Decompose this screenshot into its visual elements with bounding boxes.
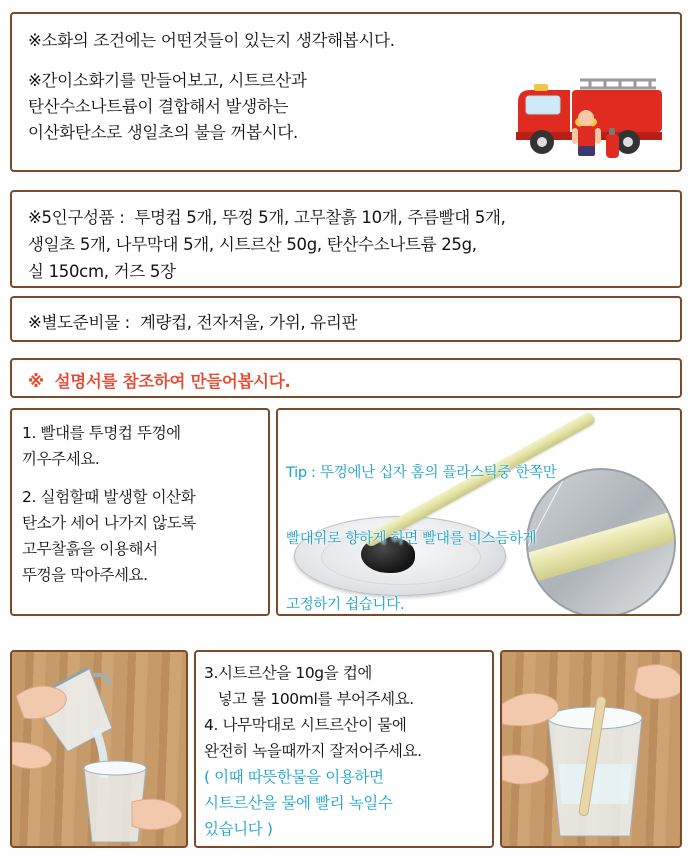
materials-line-1: ※5인구성품 : 투명컵 5개, 뚜껑 5개, 고무찰흙 10개, 주름빨대 5개, <box>28 208 506 227</box>
tip-line-2: 빨대위로 향하게 하면 빨대를 비스듬하게 <box>286 531 537 547</box>
pouring-water-photo <box>10 650 188 848</box>
step1-line-6: 뚜껑을 막아주세요. <box>22 566 148 584</box>
goal-line-2: ※간이소화기를 만들어보고, 시트르산과 <box>28 71 307 90</box>
learning-goal-box <box>10 12 682 172</box>
bottom-line-4: 완전히 녹을때까지 잘저어주세요. <box>204 742 422 760</box>
step1-line-1: 1. 빨대를 투명컵 뚜껑에 <box>22 424 181 442</box>
tip-line-3: 고정하기 쉽습니다. <box>286 597 405 613</box>
tip-photo-box <box>276 408 682 616</box>
extra-materials-box <box>10 296 682 342</box>
bottom-note-line-1: ( 이때 따뜻한물을 이용하면 <box>204 768 384 786</box>
tip-line-1: Tip : 뚜껑에난 십자 홈의 플라스틱중 한쪽만 <box>286 465 557 481</box>
extra-materials-line: ※별도준비물 : 계량컵, 전자저울, 가위, 유리판 <box>28 313 358 332</box>
bottom-note-line-3: 있습니다 ) <box>204 820 273 838</box>
step1-line-4: 탄소가 세어 나가지 않도록 <box>22 514 196 532</box>
step1-spacer <box>22 472 260 484</box>
bottom-line-3: 4. 나무막대로 시트르산이 물에 <box>204 716 407 734</box>
step1-line-3: 2. 실험할때 발생할 이산화 <box>22 488 196 506</box>
goal-line-3: 탄산수소나트륨이 결합해서 발생하는 <box>28 97 289 116</box>
tip-text <box>286 418 557 616</box>
goal-line-1: ※소화의 조건에는 어떤것들이 있는지 생각해봅시다. <box>28 31 395 50</box>
bottom-note-line-2: 시트르산을 물에 빨리 녹일수 <box>204 794 393 812</box>
step1-line-5: 고무찰흙을 이용해서 <box>22 540 158 558</box>
goal-line-4: 이산화탄소로 생일초의 불을 꺼봅시다. <box>28 123 299 142</box>
pouring-illustration <box>12 652 188 848</box>
stirring-illustration <box>502 652 682 848</box>
instruction-header-text: ※ 설명서를 참조하여 만들어봅시다. <box>28 372 291 391</box>
bottom-line-1: 3.시트르산을 10g을 컵에 <box>204 664 372 682</box>
stirring-photo <box>500 650 682 848</box>
bottom-line-2: 넣고 물 100ml를 부어주세요. <box>204 690 414 708</box>
fire-truck-icon <box>460 62 670 167</box>
instruction-header-box <box>10 358 682 398</box>
step-3-4-text-box <box>194 650 494 848</box>
step-1-text-box <box>10 408 270 616</box>
materials-line-3: 실 150cm, 거즈 5장 <box>28 262 176 281</box>
materials-line-2: 생일초 5개, 나무막대 5개, 시트르산 50g, 탄산수소나트륨 25g, <box>28 235 477 254</box>
step1-line-2: 끼우주세요. <box>22 450 100 468</box>
materials-box <box>10 190 682 288</box>
fire-truck-illustration <box>460 62 670 167</box>
